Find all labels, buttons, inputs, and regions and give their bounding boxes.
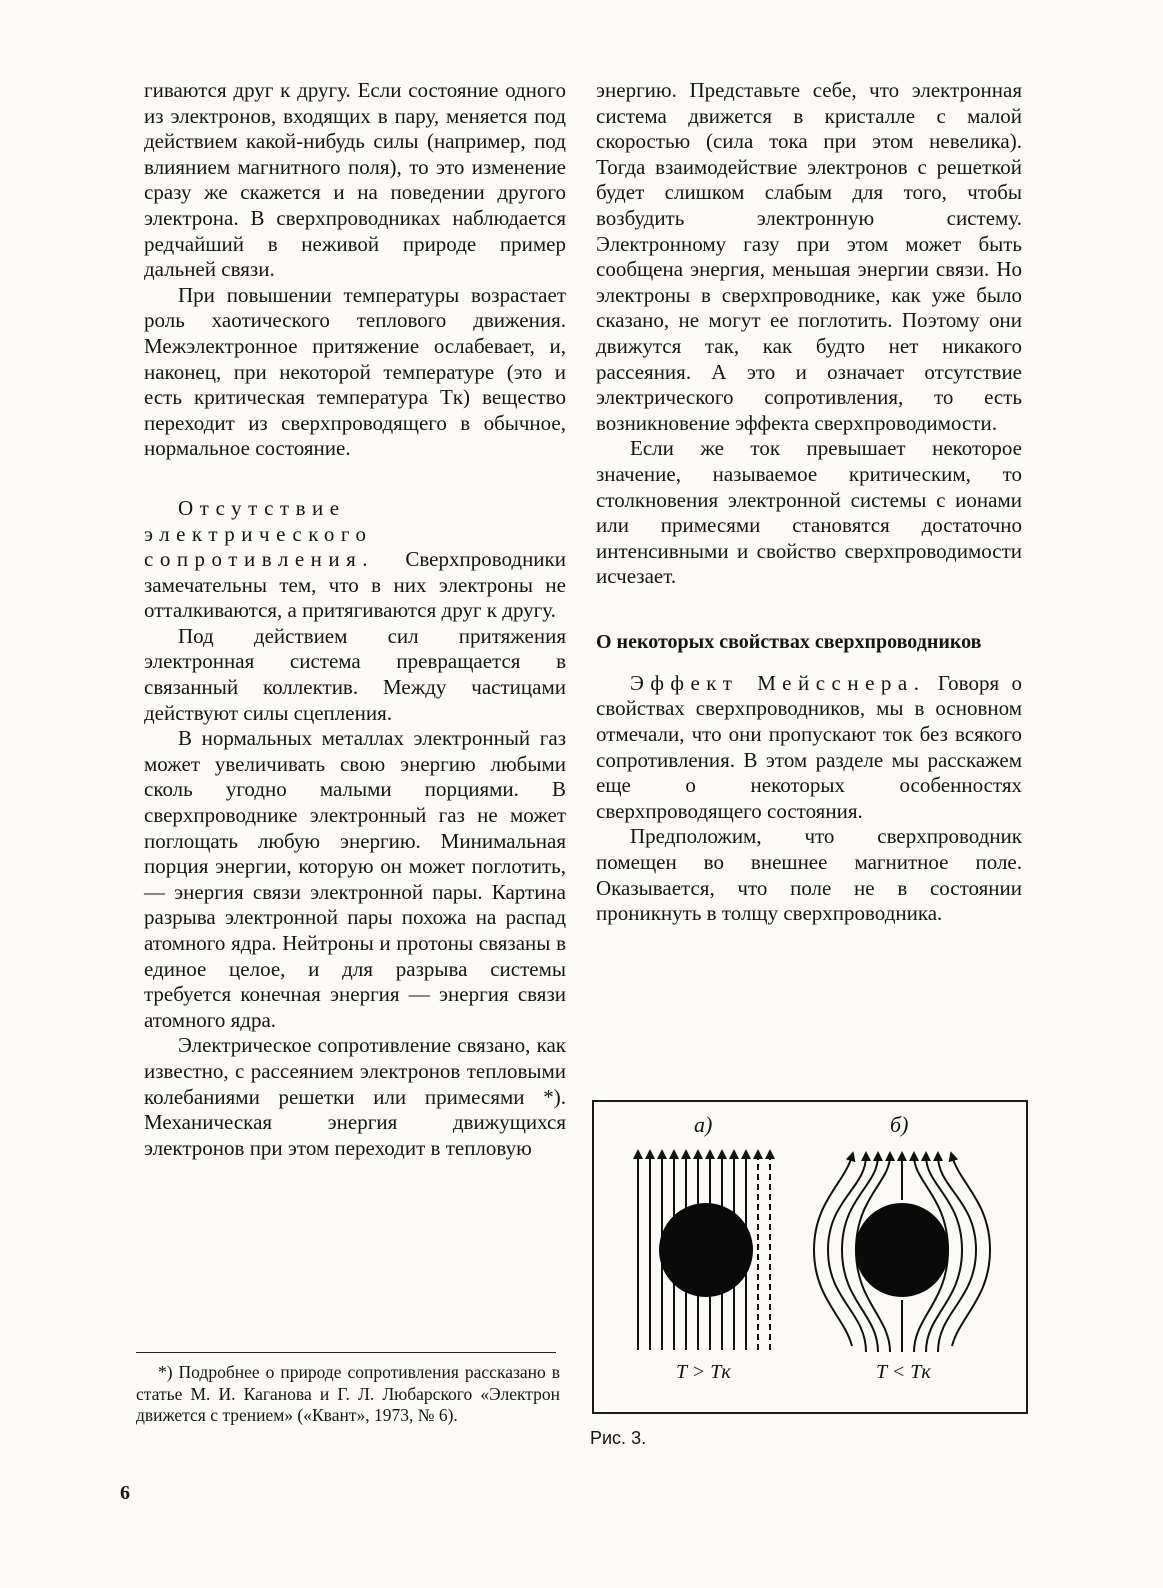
- left-paragraph-1: гиваются друг к другу. Если состояние одного из электронов, входящих в пару, меняется под действием какой-нибудь силы (например, под влиянием магнитного поля), то это изменение сразу же скажется и на поведении другого электрона. В сверхпроводниках наблюдается редчайший в неживой природе пример дальней связи.: [144, 78, 566, 282]
- panel-b-condition: T < Tк: [876, 1361, 931, 1383]
- footnote: [136, 1362, 560, 1427]
- left-paragraph-2: При повышении температуры возрастает роль хаотического теплового движения. Межэлектронное притяжение ослабевает, и, наконец, при некоторой температуре (это и есть критическая температура Tк) вещество переходит из сверхпроводящего в обычное, нормальное состояние.: [144, 282, 566, 461]
- figure-meissner: [592, 1100, 1028, 1414]
- left-paragraph-5: В нормальных металлах электронный газ может увеличивать свою энергию любыми сколь угодно малыми порциями. В сверхпроводнике электронный газ не может поглощать любую энергию. Минимальная порция энергии, которую он может поглотить, — энергия связи электронной пары. Картина разрыва электронной пары похожа на распад атомного ядра. Нейтроны и протоны связаны в единое целое, и для разрыва системы требуется конечная энергия — энергия связи атомного ядра.: [144, 726, 566, 1032]
- figure-caption: Рис. 3.: [590, 1428, 647, 1448]
- right-paragraph-3: [596, 671, 1022, 825]
- sphere-superconducting: [855, 1203, 949, 1297]
- left-paragraph-6: Электрическое сопротивление связано, как известно, с рассеянием электронов тепловыми колебаниями решетки или примесями *). Механическая энергия движущихся электронов при этом переходит в тепловую: [144, 1033, 566, 1160]
- right-paragraph-4: Предположим, что сверхпроводник помещен во внешнее магнитное поле. Оказывается, что поле не в состоянии проникнуть в толщу сверхпроводника.: [596, 824, 1022, 926]
- panel-b-label: б): [890, 1112, 909, 1137]
- left-paragraph-3: [144, 496, 566, 624]
- left-paragraph-4: Под действием сил притяжения электронная система превращается в связанный коллектив. Между частицами действуют силы сцепления.: [144, 623, 566, 725]
- panel-a-label: а): [694, 1112, 713, 1137]
- section-heading: О некоторых свойствах сверхпроводников: [596, 630, 982, 653]
- panel-a-condition: T > Tк: [676, 1361, 731, 1383]
- left-paragraph-3-text: Сверхпроводники замечательны тем, что в них электроны не отталкиваются, а притягиваются друг к другу.: [144, 547, 566, 623]
- right-paragraph-3-text: Говоря о свойствах сверхпроводников, мы в основном отмечали, что они пропускают ток без всякого сопротивления. В этом разделе мы расскажем еще о некоторых особенностях сверхпроводящего состояния.: [596, 670, 1022, 823]
- footnote-text: *) Подробнее о природе сопротивления рассказано в статье М. И. Каганова и Г. Л. Любарского «Электрон движется с трением» («Квант», 1973, № 6).: [136, 1362, 560, 1425]
- section-lead-resistance: Отсутствие электрического сопротивления.: [144, 495, 375, 572]
- figure-drawing: [594, 1102, 1026, 1412]
- footnote-divider: [136, 1352, 556, 1353]
- right-paragraph-1: энергию. Представьте себе, что электронная система движется в кристалле с малой скоростью (сила тока при этом невелика). Тогда взаимодействие электронов с решеткой будет слишком слабым для того, чтобы возбудить электронную систему. Электронному газу при этом может быть сообщена энергия, меньшая энергии связи. Но электроны в сверхпроводнике, как уже было сказано, не могут ее поглотить. Поэтому они движутся так, как будто нет никакого рассеяния. А это и означает отсутствие электрического сопротивления, то есть возникновение эффекта сверхпроводимости.: [596, 78, 1022, 435]
- right-column: [596, 78, 1022, 927]
- sphere-normal: [659, 1203, 753, 1297]
- page-number: 6: [120, 1482, 130, 1504]
- left-column: [144, 78, 566, 1161]
- section-lead-meissner: Эффект Мейсснера.: [630, 670, 926, 695]
- right-paragraph-2: Если же ток превышает некоторое значение, называемое критическим, то столкновения электронной системы с ионами или примесями становятся достаточно интенсивными и свойство сверхпроводимости исчезает.: [596, 436, 1022, 589]
